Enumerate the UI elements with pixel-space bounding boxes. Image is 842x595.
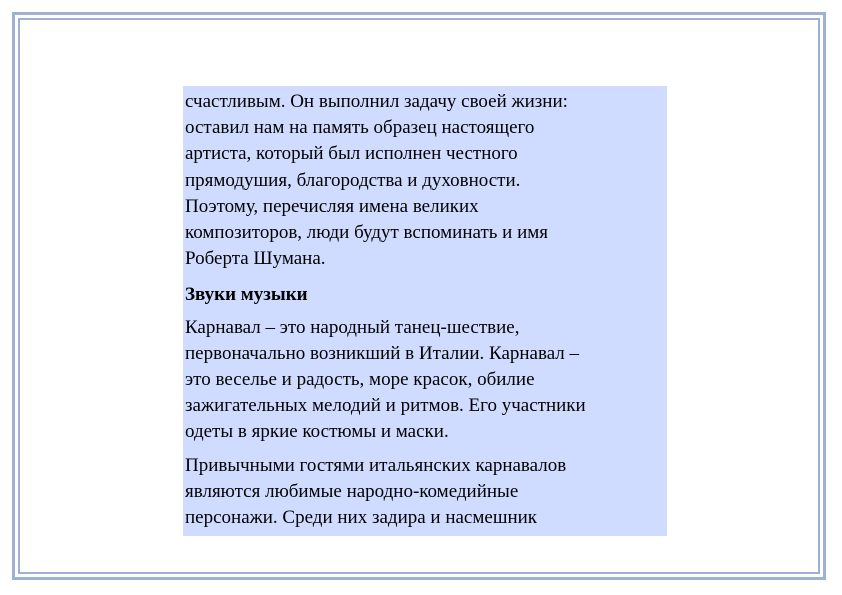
paragraph-shumann-conclusion	[185, 89, 665, 272]
paragraph-carnival-characters	[185, 453, 665, 532]
text-line: Поэтому, перечисляя имена великих	[185, 195, 479, 217]
paragraph-carnival	[185, 315, 665, 446]
text-line: персонажи. Среди них задира и насмешник	[185, 507, 538, 529]
section-heading: Звуки музыки	[185, 284, 308, 306]
text-line: Карнавал – это народный танец-шествие,	[185, 316, 520, 338]
text-line: это веселье и радость, море красок, обилие	[185, 369, 535, 391]
text-line: оставил нам на память образец настоящего	[185, 117, 535, 139]
text-block	[183, 86, 667, 536]
text-line: зажигательных мелодий и ритмов. Его участники	[185, 395, 586, 417]
text-line: артиста, который был исполнен честного	[185, 143, 518, 165]
text-line: одеты в яркие костюмы и маски.	[185, 421, 449, 443]
text-line: первоначально возникший в Италии. Карнавал –	[185, 342, 580, 364]
text-line: являются любимые народно-комедийные	[185, 480, 519, 502]
text-line: прямодушия, благородства и духовности.	[185, 169, 521, 191]
text-line: счастливым. Он выполнил задачу своей жизни:	[185, 91, 568, 112]
text-line: композиторов, люди будут вспоминать и имя	[185, 222, 549, 244]
text-line: Роберта Шумана.	[185, 248, 326, 270]
text-line: Привычными гостями итальянских карнавалов	[185, 454, 567, 476]
